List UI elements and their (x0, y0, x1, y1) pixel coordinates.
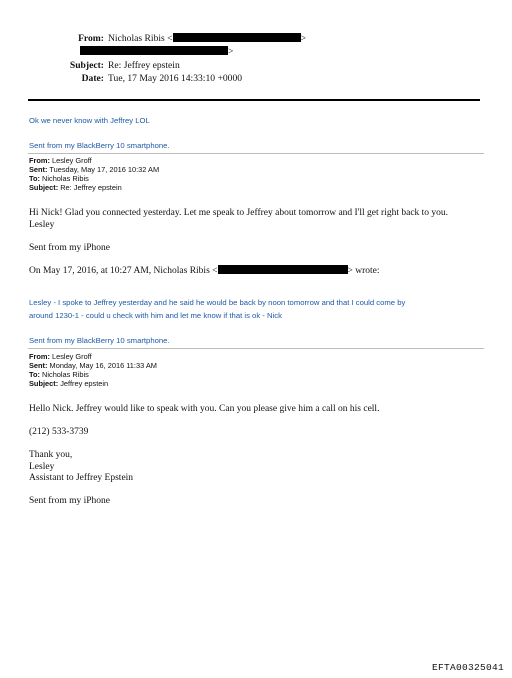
header-from-label: From: (78, 33, 104, 44)
quoted1-from-row: From: Lesley Groff (29, 156, 92, 165)
header-subject-value: Re: Jeffrey epstein (108, 60, 180, 71)
quoted2-subject-row: Subject: Jeffrey epstein (29, 379, 109, 388)
header-to-suffix: > (228, 46, 234, 57)
quoted1-body-line: Hi Nick! Glad you connected yesterday. Let me speak to Jeffrey about tomorrow and I'll get right back to you. (29, 208, 449, 218)
quoted2-closing: Lesley (29, 462, 55, 472)
reply2-line: Lesley - I spoke to Jeffrey yesterday and he said he would be back by noon tomorrow and that I could come by (29, 298, 406, 307)
reply1-signature: Sent from my BlackBerry 10 smartphone. (29, 141, 170, 150)
reply2-line: around 1230-1 - could u check with him and let me know if that is ok - Nick (29, 311, 282, 320)
reply1-text: Ok we never know with Jeffrey LOL (29, 116, 150, 125)
header-divider (28, 99, 480, 101)
bates-number: EFTA00325041 (431, 662, 504, 673)
quoted1-body-line: Lesley (29, 220, 55, 230)
quoted1-subject-row: Subject: Re: Jeffrey epstein (29, 183, 122, 192)
quote-divider (28, 348, 484, 349)
quoted2-phone: (212) 533-3739 (29, 427, 89, 437)
quoted1-sent-row: Sent: Tuesday, May 17, 2016 10:32 AM (29, 165, 160, 174)
header-from-suffix: > (300, 33, 306, 44)
header-date-value: Tue, 17 May 2016 14:33:10 +0000 (108, 73, 243, 84)
redaction-box (218, 265, 348, 274)
quote-divider (28, 153, 484, 154)
quoted2-sent-row: Sent: Monday, May 16, 2016 11:33 AM (29, 361, 157, 370)
header-subject-label: Subject: (69, 60, 104, 71)
quoted2-from-row: From: Lesley Groff (29, 352, 92, 361)
quoted1-signature: Sent from my iPhone (29, 243, 111, 253)
header-date-label: Date: (81, 73, 104, 84)
quoted1-to-row: To: Nicholas Ribis (29, 174, 89, 183)
quoted2-closing: Assistant to Jeffrey Epstein (29, 473, 134, 483)
reply2-signature: Sent from my BlackBerry 10 smartphone. (29, 336, 170, 345)
quoted2-signature: Sent from my iPhone (29, 496, 111, 506)
quoted2-closing: Thank you, (29, 450, 73, 460)
quoted2-body-line: Hello Nick. Jeffrey would like to speak with you. Can you please give him a call on his cell. (29, 404, 380, 414)
header-from-value: Nicholas Ribis < (108, 33, 173, 44)
redaction-box (173, 33, 301, 42)
redaction-box (80, 46, 228, 55)
quoted2-to-row: To: Nicholas Ribis (29, 370, 89, 379)
quoted1-wrote-line: On May 17, 2016, at 10:27 AM, Nicholas Ribis < > wrote: (29, 266, 380, 276)
